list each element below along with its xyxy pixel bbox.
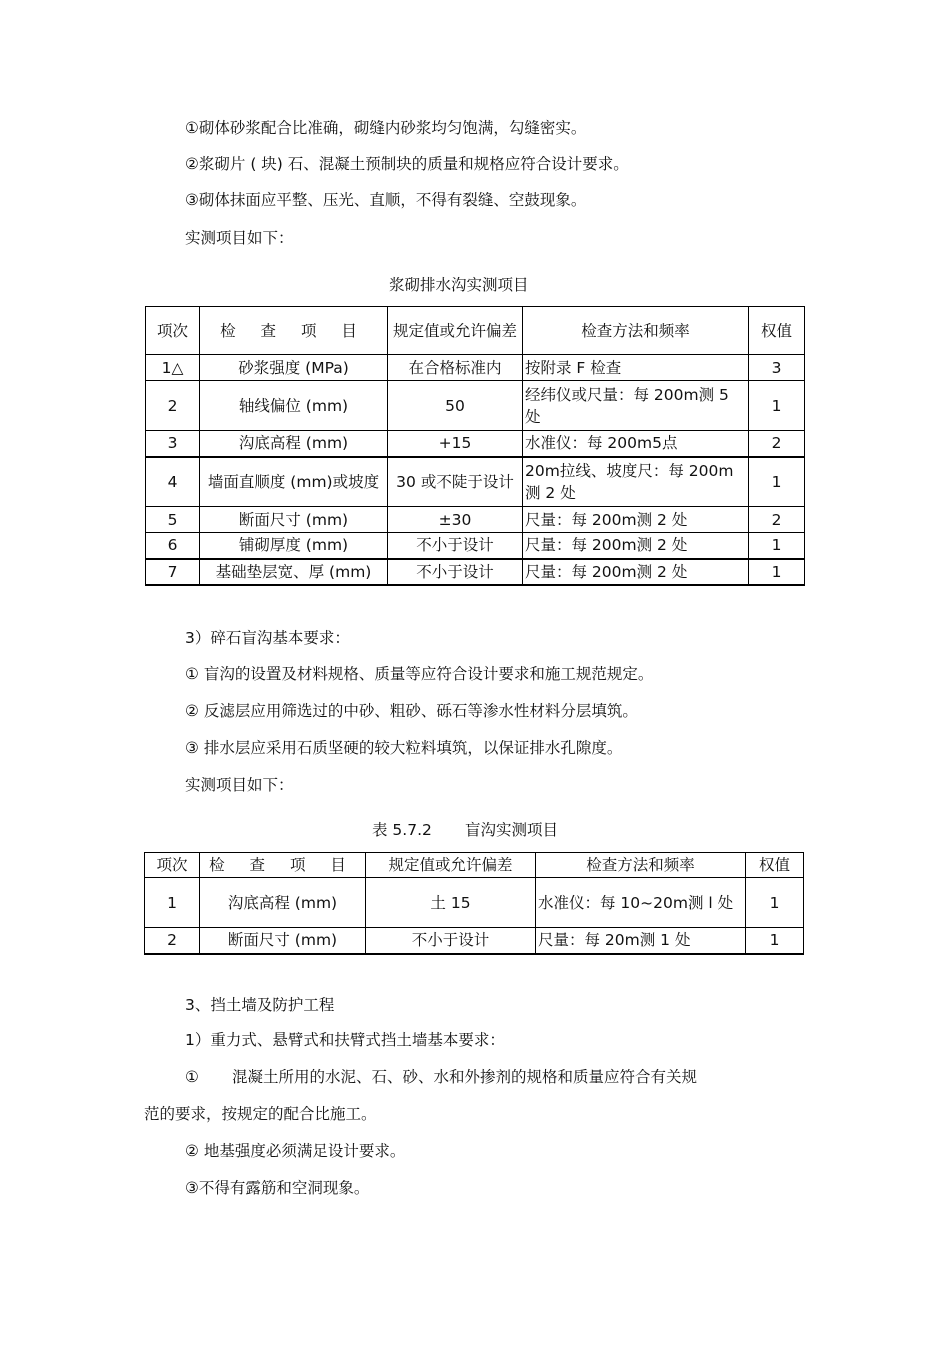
table-cell: 断面尺寸 (mm) bbox=[200, 928, 366, 954]
table-cell: 不小于设计 bbox=[366, 928, 536, 954]
requirement-item: ②浆砌片 ( 块) 石、混凝土预制块的质量和规格应符合设计要求。 bbox=[185, 155, 629, 173]
table-cell: 轴线偏位 (mm) bbox=[200, 381, 388, 431]
table-cell: 尺量：每 200m测 2 处 bbox=[523, 559, 749, 585]
table-cell: 断面尺寸 (mm) bbox=[200, 507, 388, 533]
section-heading: 3、挡土墙及防护工程 bbox=[185, 996, 335, 1014]
header-cell: 检 查 项 目 bbox=[200, 853, 366, 878]
requirement-item: 混凝土所用的水泥、石、砂、水和外掺剂的规格和质量应符合有关规 bbox=[232, 1068, 698, 1086]
table-row bbox=[146, 381, 805, 431]
table-row bbox=[146, 559, 805, 585]
table-caption: 盲沟实测项目 bbox=[465, 821, 559, 839]
table-row bbox=[145, 928, 804, 954]
table-cell: 尺量：每 20m测 1 处 bbox=[536, 928, 746, 954]
table-cell: 不小于设计 bbox=[388, 559, 523, 585]
requirement-item: ③ 排水层应采用石质坚硬的较大粒料填筑，以保证排水孔隙度。 bbox=[185, 739, 623, 757]
table-cell: 2 bbox=[145, 928, 200, 954]
table-cell: 在合格标准内 bbox=[388, 355, 523, 381]
table-cell: 尺量：每 200m测 2 处 bbox=[523, 507, 749, 533]
table-cell: 砂浆强度 (MPa) bbox=[200, 355, 388, 381]
table-cell: 尺量：每 200m测 2 处 bbox=[523, 533, 749, 559]
table-cell: 20m拉线、坡度尺：每 200m测 2 处 bbox=[523, 457, 749, 507]
table-cell: +15 bbox=[388, 431, 523, 457]
masonry-drain-table bbox=[145, 306, 805, 586]
table-row bbox=[145, 878, 804, 928]
header-cell: 项次 bbox=[145, 853, 200, 878]
header-cell: 规定值或允许偏差 bbox=[388, 307, 523, 355]
table-cell: 经纬仪或尺量：每 200m测 5 处 bbox=[523, 381, 749, 431]
requirement-item: ①砌体砂浆配合比准确，砌缝内砂浆均匀饱满，勾缝密实。 bbox=[185, 119, 587, 137]
table-cell: 3 bbox=[146, 431, 200, 457]
requirement-item-number: ① bbox=[185, 1068, 199, 1086]
table-header-row bbox=[146, 307, 805, 355]
table-cell: 1 bbox=[749, 381, 805, 431]
table-cell: 5 bbox=[146, 507, 200, 533]
requirement-item-continuation: 范的要求，按规定的配合比施工。 bbox=[144, 1105, 377, 1123]
table-cell: ±30 bbox=[388, 507, 523, 533]
table-row bbox=[146, 457, 805, 507]
blind-drain-table bbox=[144, 852, 804, 955]
requirement-item: ③不得有露筋和空洞现象。 bbox=[185, 1179, 370, 1197]
table-cell: 土 15 bbox=[366, 878, 536, 928]
table-cell: 1 bbox=[749, 457, 805, 507]
table-cell: 2 bbox=[146, 381, 200, 431]
table-cell: 铺砌厚度 (mm) bbox=[200, 533, 388, 559]
table-cell: 2 bbox=[749, 507, 805, 533]
table-cell: 沟底高程 (mm) bbox=[200, 878, 366, 928]
header-cell: 检 查 项 目 bbox=[200, 307, 388, 355]
table-row bbox=[146, 533, 805, 559]
table-caption-number: 表 5.7.2 bbox=[372, 821, 432, 839]
table-cell: 不小于设计 bbox=[388, 533, 523, 559]
measure-intro: 实测项目如下： bbox=[185, 229, 294, 247]
table-cell: 墙面直顺度 (mm)或坡度 bbox=[200, 457, 388, 507]
header-cell: 权值 bbox=[749, 307, 805, 355]
table-row bbox=[146, 507, 805, 533]
table-cell: 50 bbox=[388, 381, 523, 431]
table-cell: 1 bbox=[749, 559, 805, 585]
header-cell: 权值 bbox=[746, 853, 804, 878]
table-caption: 浆砌排水沟实测项目 bbox=[389, 276, 529, 294]
table-header-row bbox=[145, 853, 804, 878]
table-row bbox=[146, 355, 805, 381]
table-cell: 1△ bbox=[146, 355, 200, 381]
table-row bbox=[146, 431, 805, 457]
subsection-heading: 1）重力式、悬臂式和扶臂式挡土墙基本要求： bbox=[185, 1031, 505, 1049]
header-cell: 检查方法和频率 bbox=[523, 307, 749, 355]
section-heading: 3）碎石盲沟基本要求： bbox=[185, 629, 350, 647]
table-cell: 1 bbox=[749, 533, 805, 559]
table-cell: 1 bbox=[145, 878, 200, 928]
table-cell: 4 bbox=[146, 457, 200, 507]
table-cell: 水准仪：每 10~20m测 l 处 bbox=[536, 878, 746, 928]
measure-intro: 实测项目如下： bbox=[185, 776, 294, 794]
table-cell: 水准仪：每 200m5点 bbox=[523, 431, 749, 457]
table-cell: 按附录 F 检查 bbox=[523, 355, 749, 381]
table-cell: 1 bbox=[746, 878, 804, 928]
header-cell: 检查方法和频率 bbox=[536, 853, 746, 878]
table-cell: 沟底高程 (mm) bbox=[200, 431, 388, 457]
table-cell: 7 bbox=[146, 559, 200, 585]
table-cell: 1 bbox=[746, 928, 804, 954]
requirement-item: ③砌体抹面应平整、压光、直顺，不得有裂缝、空鼓现象。 bbox=[185, 191, 587, 209]
requirement-item: ① 盲沟的设置及材料规格、质量等应符合设计要求和施工规范规定。 bbox=[185, 665, 654, 683]
requirement-item: ② 反滤层应用筛选过的中砂、粗砂、砾石等渗水性材料分层填筑。 bbox=[185, 702, 638, 720]
header-cell: 项次 bbox=[146, 307, 200, 355]
table-cell: 基础垫层宽、厚 (mm) bbox=[200, 559, 388, 585]
header-cell: 规定值或允许偏差 bbox=[366, 853, 536, 878]
requirement-item: ② 地基强度必须满足设计要求。 bbox=[185, 1142, 406, 1160]
table-cell: 2 bbox=[749, 431, 805, 457]
table-cell: 30 或不陡于设计 bbox=[388, 457, 523, 507]
table-cell: 3 bbox=[749, 355, 805, 381]
table-cell: 6 bbox=[146, 533, 200, 559]
